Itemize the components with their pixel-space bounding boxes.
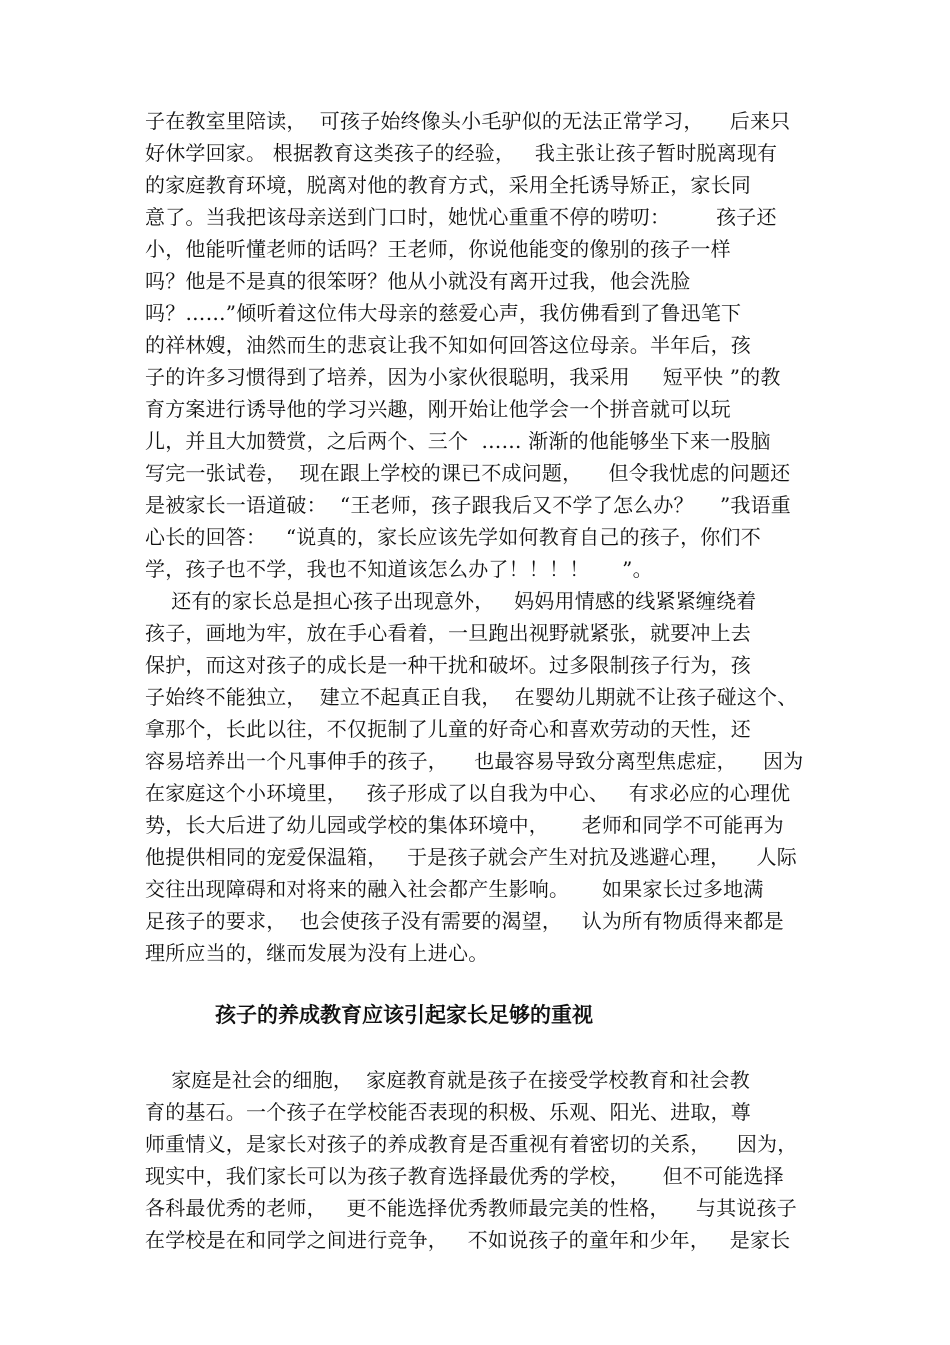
text-line: 吗？他是不是真的很笨呀？他从小就没有离开过我，他会洗脸 (145, 269, 691, 293)
section-heading: 孩子的养成教育应该引起家长足够的重视 (215, 1002, 593, 1027)
text-line: 孩子，画地为牢，放在手心看着，一旦跑出视野就紧张，就要冲上去 (145, 621, 751, 645)
text-line: 足孩子的要求， 也会使孩子没有需要的渴望， 认为所有物质得来都是 (145, 909, 784, 933)
text-line: 子在教室里陪读， 可孩子始终像头小毛驴似的无法正常学习， 后来只 (145, 109, 791, 133)
text-line: 师重情义，是家长对孩子的养成教育是否重视有着密切的关系， 因为， (145, 1132, 798, 1156)
text-line: 他提供相同的宠爱保温箱， 于是孩子就会产生对抗及逃避心理， 人际 (145, 845, 797, 869)
text-line: 在学校是在和同学之间进行竞争， 不如说孩子的童年和少年， 是家长 (145, 1228, 791, 1252)
text-line: 儿，并且大加赞赏，之后两个、三个 …… 渐渐的他能够坐下来一股脑 (145, 429, 771, 453)
text-line: 子始终不能独立， 建立不起真正自我， 在婴幼儿期就不让孩子碰这个、 (145, 685, 798, 709)
text-line: 容易培养出一个凡事伸手的孩子， 也最容易导致分离型焦虑症， 因为 (145, 749, 804, 773)
text-line: 吗？……”倾听着这位伟大母亲的慈爱心声，我仿佛看到了鲁迅笔下 (145, 301, 742, 325)
text-line: 各科最优秀的老师， 更不能选择优秀教师最完美的性格， 与其说孩子 (145, 1196, 797, 1220)
text-line: 育的基石。一个孩子在学校能否表现的积极、乐观、阳光、进取，尊 (145, 1100, 751, 1124)
text-line: 家庭是社会的细胞， 家庭教育就是孩子在接受学校教育和社会教 (145, 1068, 750, 1092)
text-line: 在家庭这个小环境里， 孩子形成了以自我为中心、 有求必应的心理优 (145, 781, 791, 805)
text-line: 拿那个，长此以往，不仅扼制了儿童的好奇心和喜欢劳动的天性，还 (145, 717, 751, 741)
text-line: 子的许多习惯得到了培养，因为小家伙很聪明，我采用 短平快 ”的教 (145, 365, 781, 389)
text-line: 的家庭教育环境，脱离对他的教育方式，采用全托诱导矫正，家长同 (145, 173, 751, 197)
text-line: 小，他能听懂老师的话吗？王老师，你说他能变的像别的孩子一样 (145, 237, 731, 261)
text-line: 写完一张试卷， 现在跟上学校的课已不成问题， 但令我忧虑的问题还 (145, 461, 791, 485)
text-line: 理所应当的，继而发展为没有上进心。 (145, 941, 489, 965)
text-line: 势，长大后进了幼儿园或学校的集体环境中， 老师和同学不可能再为 (145, 813, 784, 837)
text-line: 保护，而这对孩子的成长是一种干扰和破坏。过多限制孩子行为，孩 (145, 653, 751, 677)
text-line: 好休学回家。 根据教育这类孩子的经验， 我主张让孩子暂时脱离现有 (145, 141, 778, 165)
text-line: 现实中，我们家长可以为孩子教育选择最优秀的学校， 但不可能选择 (145, 1164, 784, 1188)
text-line: 心长的回答： “说真的，家长应该先学如何教育自己的孩子，你们不 (145, 525, 761, 549)
text-line: 还有的家长总是担心孩子出现意外， 妈妈用情感的线紧紧缠绕着 (145, 589, 757, 613)
text-line: 意了。当我把该母亲送到门口时，她忧心重重不停的唠叨： 孩子还 (145, 205, 777, 229)
text-line: 育方案进行诱导他的学习兴趣，刚开始让他学会一个拼音就可以玩 (145, 397, 731, 421)
text-line: 交往出现障碍和对将来的融入社会都产生影响。 如果家长过多地满 (145, 877, 764, 901)
text-line: 学，孩子也不学，我也不知道该怎么办了！！！！ ”。 (145, 557, 653, 581)
text-line: 的祥林嫂，油然而生的悲哀让我不知如何回答这位母亲。半年后，孩 (145, 333, 751, 357)
text-line: 是被家长一语道破： “王老师，孩子跟我后又不学了怎么办？ ”我语重 (145, 493, 791, 517)
